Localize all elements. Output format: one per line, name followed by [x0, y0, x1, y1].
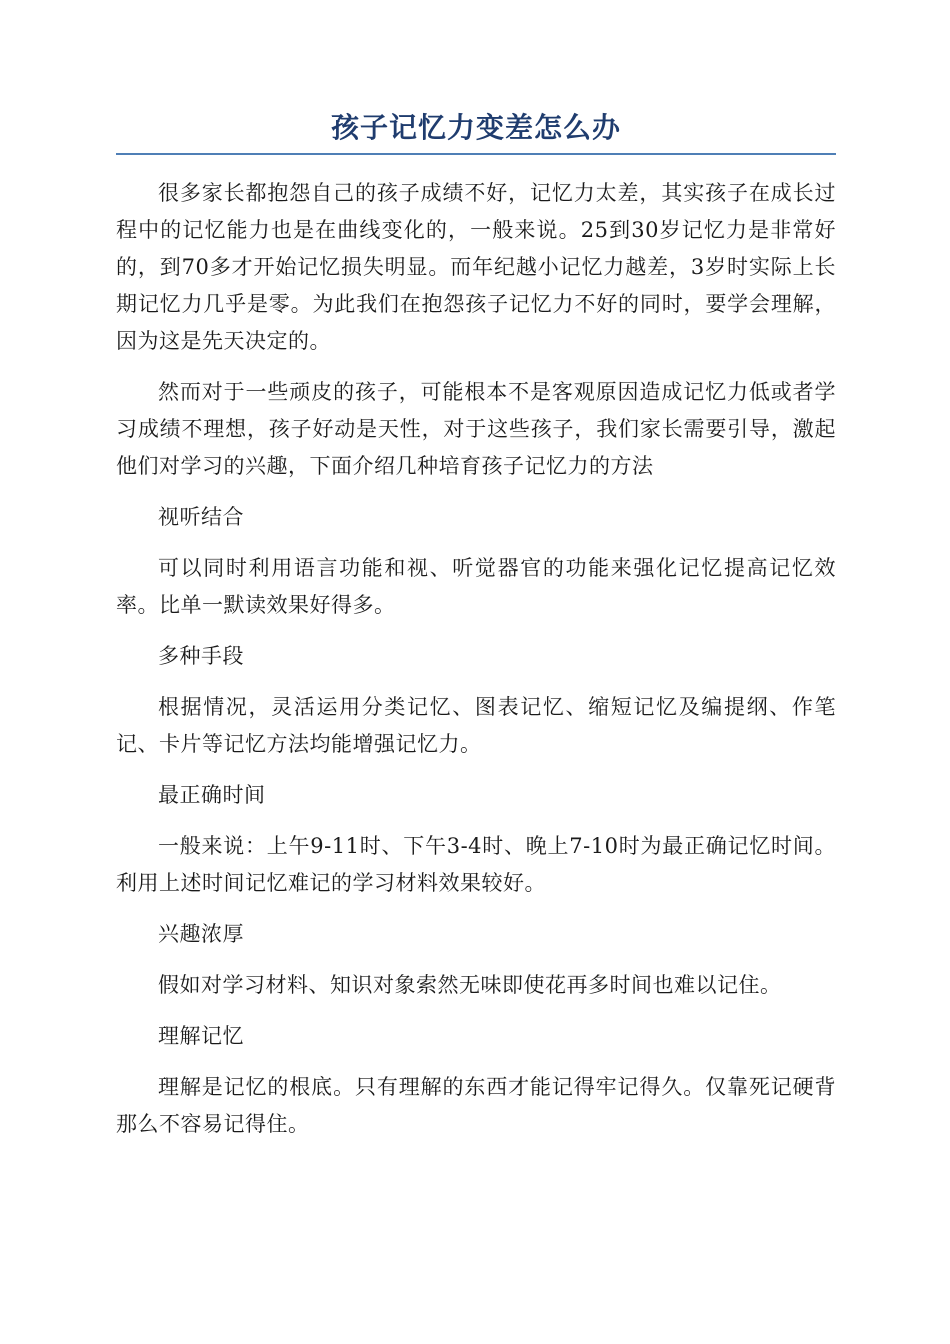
section-heading-audiovisual: 视听结合	[158, 505, 244, 529]
paragraph-intro: 很多家长都抱怨自己的孩子成绩不好，记忆力太差，其实孩子在成长过程中的记忆能力也是在曲线变化的，一般来说。25到30岁记忆力是非常好的，到70多才开始记忆损失明显。而年纪越小记忆力越差，3岁时实际上长期记忆力几乎是零。为此我们在抱怨孩子记忆力不好的同时，要学会理解，因为这是先天决定的。	[116, 181, 836, 353]
section-heading-best-time: 最正确时间	[158, 783, 266, 807]
section-heading-understanding: 理解记忆	[158, 1024, 244, 1048]
paragraph-understanding: 理解是记忆的根底。只有理解的东西才能记得牢记得久。仅靠死记硬背那么不容易记得住。	[116, 1075, 836, 1136]
title-underline	[116, 153, 836, 155]
paragraph-interest: 假如对学习材料、知识对象索然无味即使花再多时间也难以记住。	[158, 973, 782, 997]
section-heading-interest: 兴趣浓厚	[158, 922, 244, 946]
page-title: 孩子记忆力变差怎么办	[330, 111, 621, 144]
document-page	[116, 108, 836, 1157]
paragraph-lead: 然而对于一些顽皮的孩子，可能根本不是客观原因造成记忆力低或者学习成绩不理想，孩子好动是天性，对于这些孩子，我们家长需要引导，激起他们对学习的兴趣，下面介绍几种培育孩子记忆力的方法	[116, 380, 836, 478]
paragraph-audiovisual: 可以同时利用语言功能和视、听觉器官的功能来强化记忆提高记忆效率。比单一默读效果好得多。	[116, 556, 836, 617]
section-heading-methods: 多种手段	[158, 644, 244, 668]
paragraph-methods: 根据情况，灵活运用分类记忆、图表记忆、缩短记忆及编提纲、作笔记、卡片等记忆方法均能增强记忆力。	[116, 695, 836, 756]
paragraph-best-time: 一般来说：上午9-11时、下午3-4时、晚上7-10时为最正确记忆时间。利用上述时间记忆难记的学习材料效果较好。	[116, 834, 836, 895]
